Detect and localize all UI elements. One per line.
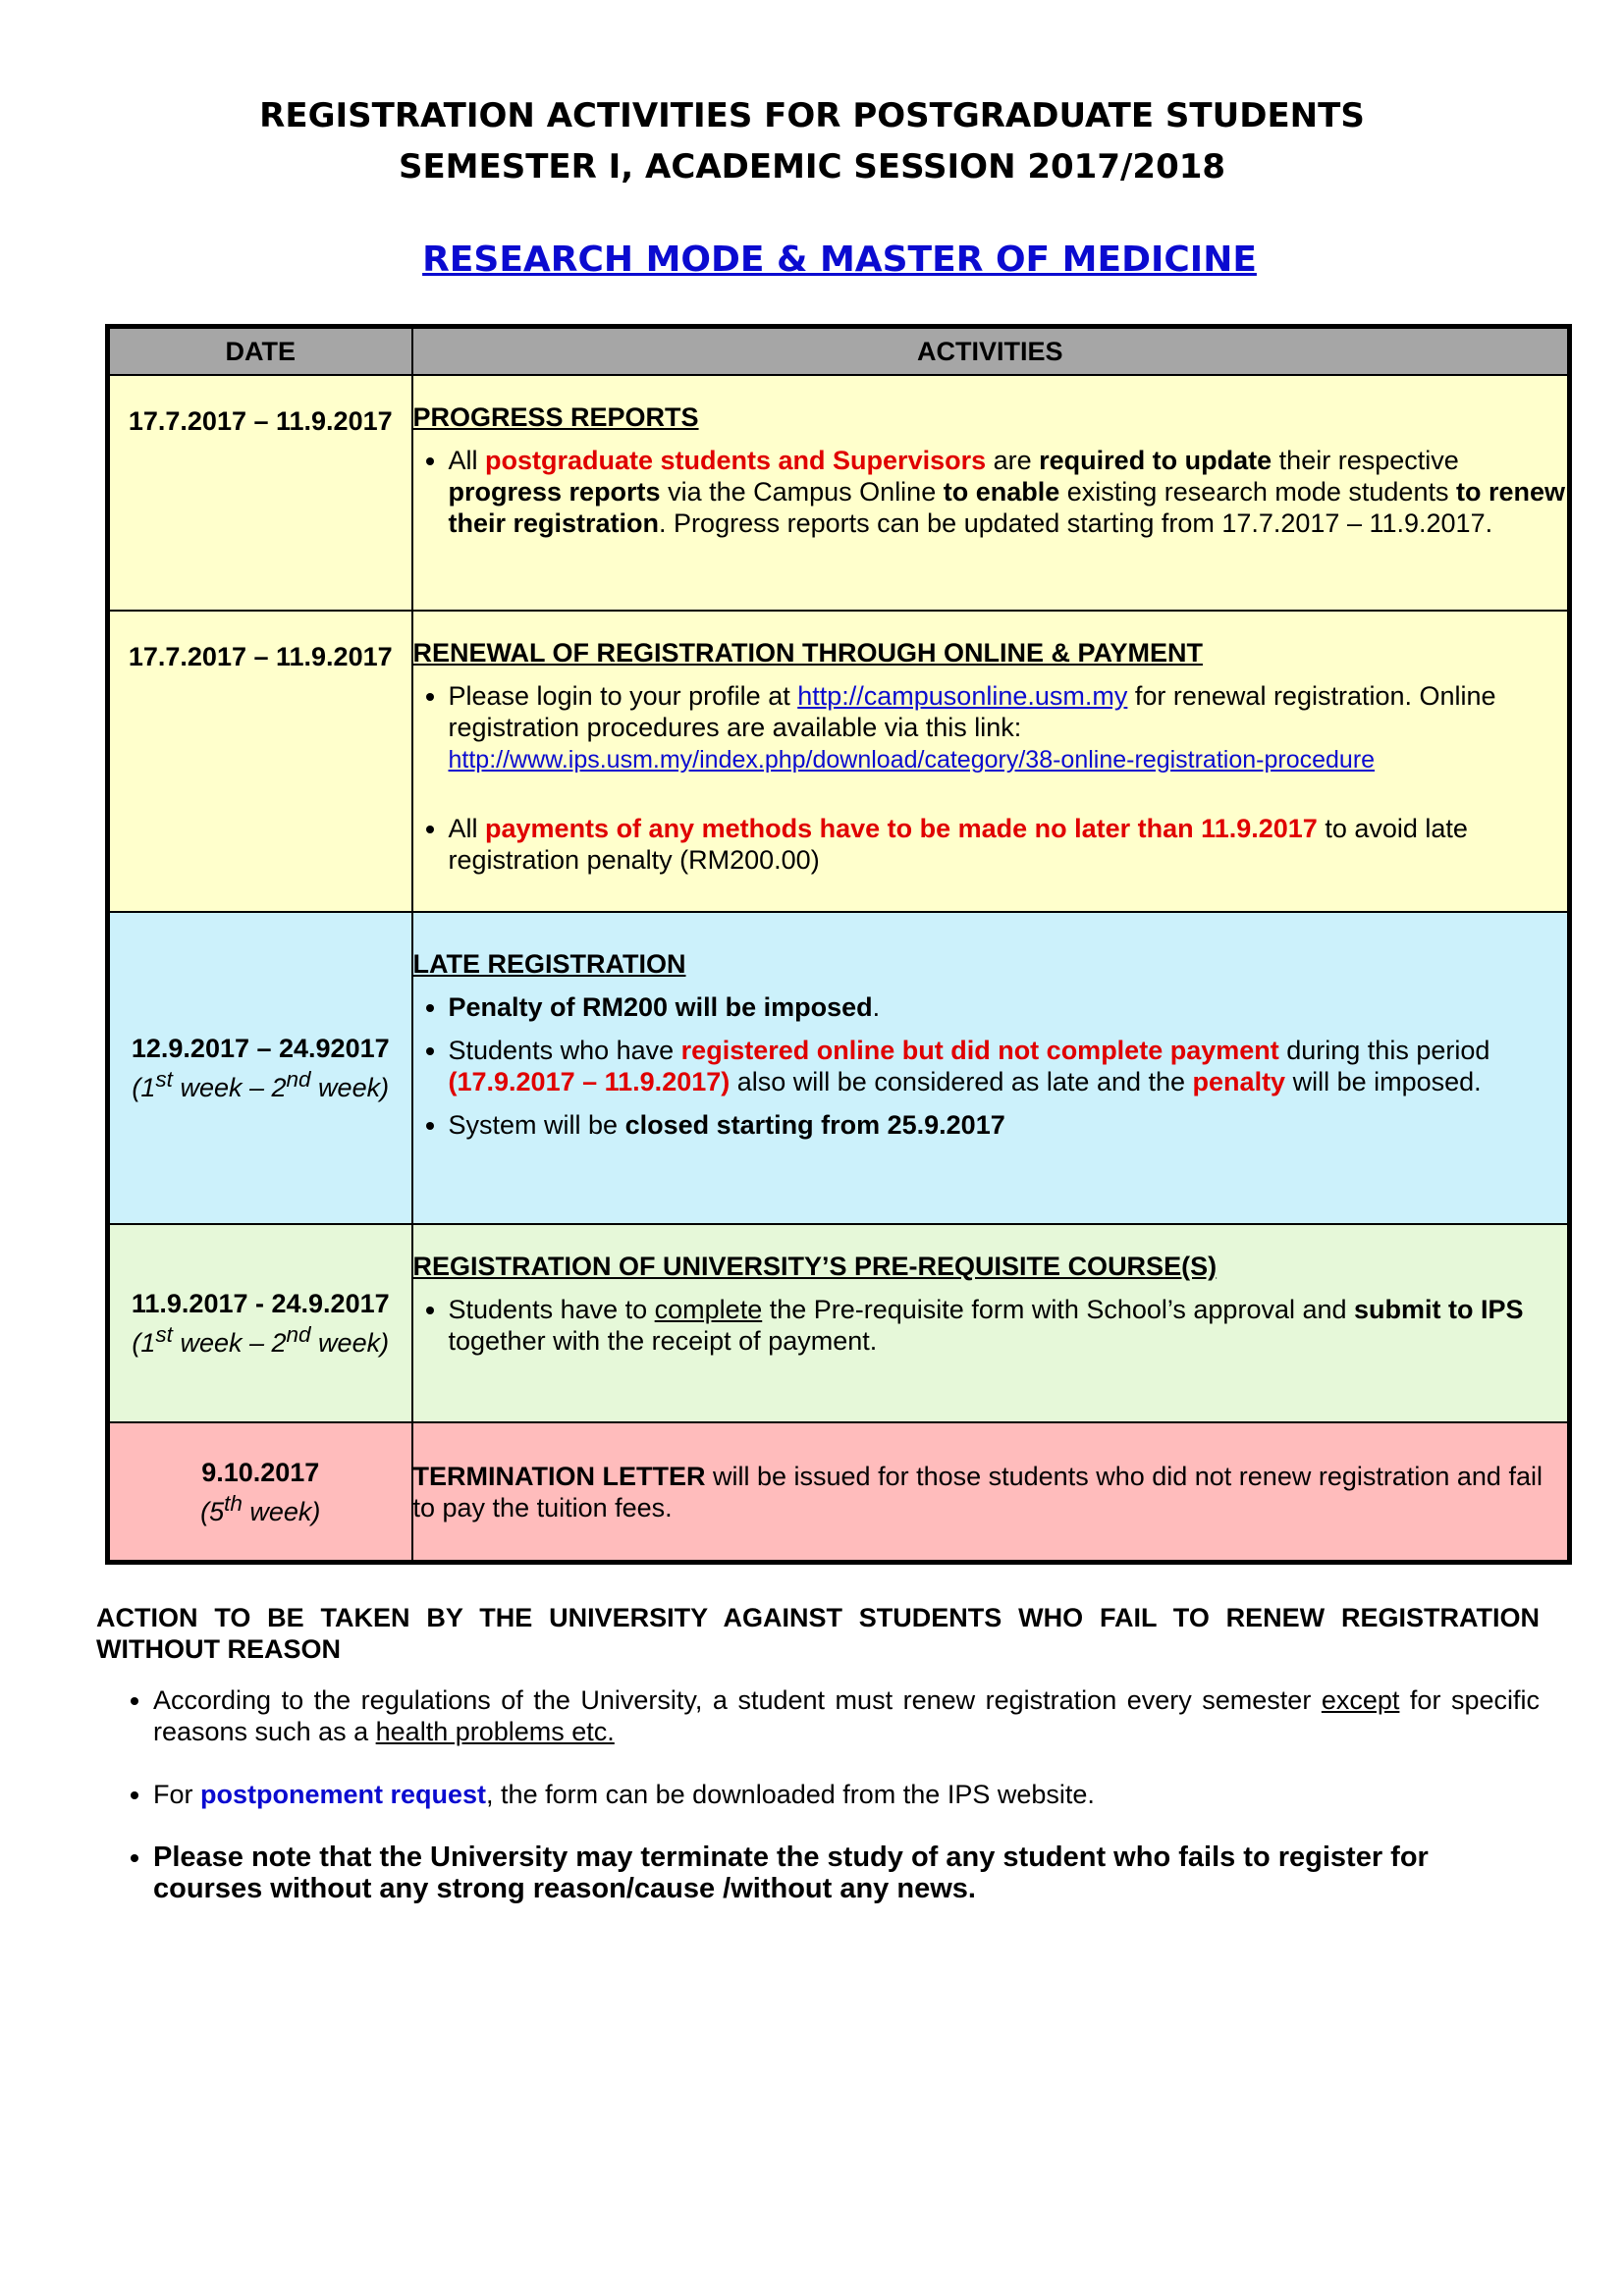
row-date xyxy=(108,1224,412,1422)
list-item: • Students have to complete the Pre-requisite form with School’s approval and submit to IPS together with the receipt of payment. xyxy=(449,1294,1568,1357)
campusonline-link[interactable]: http://campusonline.usm.my xyxy=(797,681,1128,711)
date-text: 9.10.2017 xyxy=(201,1457,320,1487)
list-item: • All postgraduate students and Supervisors are required to update their respective progress reports via the Campus Online to enable existing research mode students to renew their registration. Progress reports can be updated starting from 17.7.2017 – 11.9.2017. xyxy=(449,445,1568,539)
table-row xyxy=(108,1224,1570,1422)
bullet-list xyxy=(413,991,1568,1141)
title-line-1: REGISTRATION ACTIVITIES FOR POSTGRADUATE STUDENTS xyxy=(259,96,1365,135)
row-date xyxy=(108,611,412,912)
activity-heading: RENEWAL OF REGISTRATION THROUGH ONLINE & PAYMENT xyxy=(412,638,1204,667)
title-line-2: SEMESTER I, ACADEMIC SESSION 2017/2018 xyxy=(398,147,1226,187)
action-heading: ACTION TO BE TAKEN BY THE UNIVERSITY AGAINST STUDENTS WHO FAIL TO RENEW REGISTRATION WITHOUT REASON xyxy=(96,1603,1540,1664)
list-item: • System will be closed starting from 25.9.2017 xyxy=(449,1109,1568,1141)
bullet-list xyxy=(413,680,1568,876)
week-note: (1st week – 2nd week) xyxy=(132,1322,390,1358)
list-item: • For postponement request, the form can be downloaded from the IPS website. xyxy=(153,1779,1540,1810)
list-item: • According to the regulations of the University, a student must renew registration every semester except for specific reasons such as a health problems etc. xyxy=(153,1684,1540,1747)
registration-procedure-link[interactable]: http://www.ips.usm.my/index.php/download/category/38-online-registration-procedure xyxy=(448,746,1376,774)
date-column-header: DATE xyxy=(108,327,412,376)
registration-table xyxy=(105,324,1572,1565)
row-activity xyxy=(412,1422,1570,1563)
action-section xyxy=(96,1602,1540,1936)
list-item: • All payments of any methods have to be made no later than 11.9.2017 to avoid late registration penalty (RM200.00) xyxy=(449,813,1568,876)
action-list xyxy=(96,1684,1540,1904)
list-item: • Penalty of RM200 will be imposed. xyxy=(449,991,1568,1023)
list-item: • Please note that the University may terminate the study of any student who fails to register for courses without any strong reason/cause /without any news. xyxy=(153,1842,1540,1904)
list-item: • Students who have registered online but did not complete payment during this period (17.9.2017 – 11.9.2017) also will be considered as late and the penalty will be imposed. xyxy=(449,1035,1568,1097)
activities-column-header: ACTIVITIES xyxy=(412,327,1570,376)
date-text: 17.7.2017 – 11.9.2017 xyxy=(128,406,393,436)
termination-text: will be issued for those students who did not renew registration and fail to pay the tuition fees. xyxy=(412,1461,1543,1522)
bullet-list xyxy=(413,445,1568,539)
row-date xyxy=(108,375,412,611)
activity-heading: REGISTRATION OF UNIVERSITY’S PRE-REQUISITE COURSE(S) xyxy=(412,1252,1218,1281)
table-row xyxy=(108,375,1570,611)
table-row xyxy=(108,611,1570,912)
bullet-list xyxy=(413,1294,1568,1357)
row-activity xyxy=(412,1224,1570,1422)
week-note: (5th week) xyxy=(200,1490,321,1526)
termination-letter-label: TERMINATION LETTER xyxy=(412,1461,706,1491)
row-activity xyxy=(412,611,1570,912)
date-text: 17.7.2017 – 11.9.2017 xyxy=(128,642,393,671)
activity-heading: PROGRESS REPORTS xyxy=(412,402,699,432)
table-header-row xyxy=(108,327,1570,376)
list-item: • Please login to your profile at http://campusonline.usm.my for renewal registration. Online registration procedures are available via this link: http://www.ips.usm.my/index.php/download/category/38-online-registration-procedure xyxy=(449,680,1568,775)
row-date xyxy=(108,1422,412,1563)
activity-heading: LATE REGISTRATION xyxy=(412,949,686,979)
row-activity xyxy=(412,912,1570,1224)
subtitle: RESEARCH MODE & MASTER OF MEDICINE xyxy=(422,240,1257,280)
date-text: 11.9.2017 - 24.9.2017 xyxy=(131,1289,390,1318)
row-date xyxy=(108,912,412,1224)
table-row xyxy=(108,912,1570,1224)
postponement-request-text: postponement request xyxy=(200,1780,487,1809)
week-note: (1st week – 2nd week) xyxy=(132,1067,390,1102)
row-activity xyxy=(412,375,1570,611)
table-row xyxy=(108,1422,1570,1563)
date-text: 12.9.2017 – 24.92017 xyxy=(131,1034,390,1063)
